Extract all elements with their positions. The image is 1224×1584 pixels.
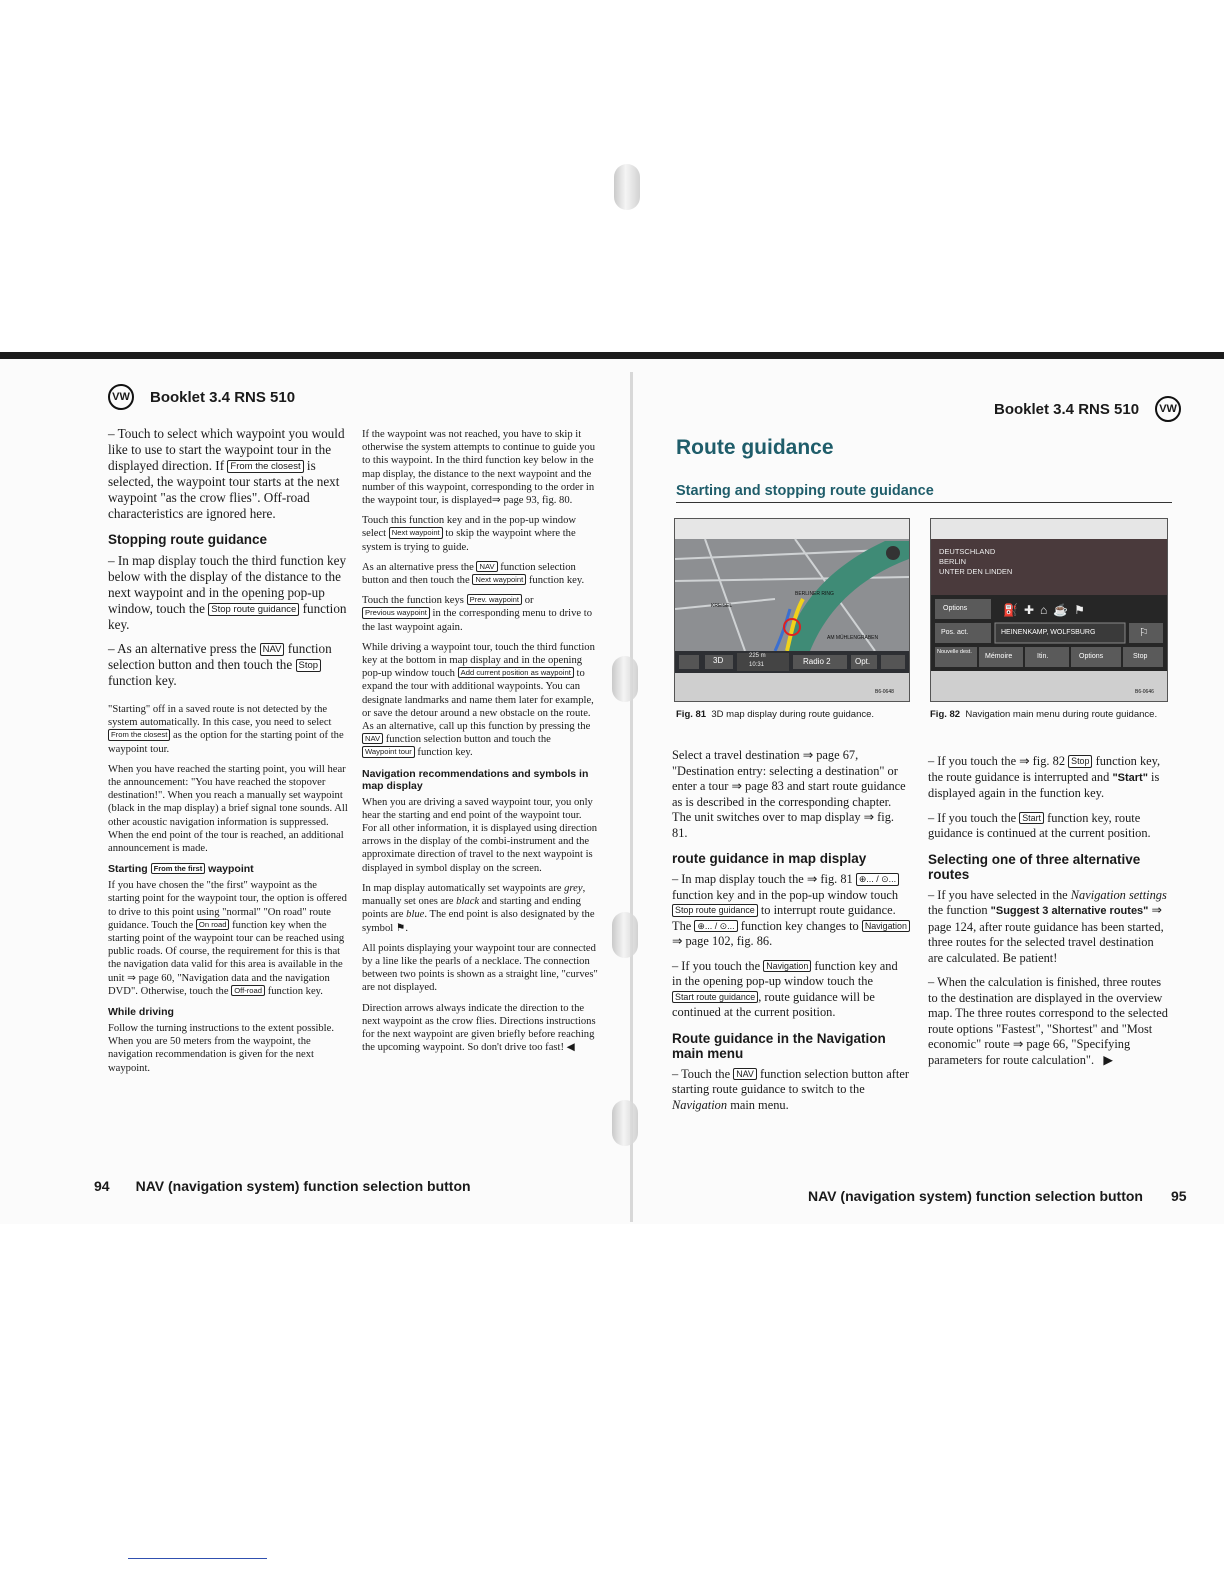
touch-key-paragraph: Touch this function key and in the pop-up window select Next waypoint to skip the waypoint where the system is trying to guide.	[362, 515, 577, 553]
checkered-flag-icon: ⚑	[395, 922, 406, 934]
page-title: Route guidance	[676, 436, 834, 459]
left-page-header	[108, 384, 295, 410]
stop-button[interactable]: Stop	[1133, 653, 1148, 660]
calculation-paragraph: – When the calculation is finished, three routes to the destination are displayed in the overview map. The three routes correspond to the selected route options "Fastest", "Shortest" and "Most economic" route ⇒ page 66, "Specifying parameters for route calculation". ▶	[928, 975, 1168, 1067]
on-road-key: On road	[196, 919, 230, 930]
itinerary-button[interactable]: Itin.	[1037, 653, 1049, 660]
right-column-1	[672, 748, 910, 1122]
vw-logo-icon: VW	[108, 384, 134, 410]
continue-arrow-icon: ▶	[1097, 1052, 1113, 1067]
waypoint-tour-key: Waypoint tour	[362, 746, 415, 757]
not-reached-paragraph: If the waypoint was not reached, you have to skip it otherwise the system attempts to continue to guide you to this waypoint. In the third function key below in the map display, the distance to the next waypoint and the number of this waypoint, corresponding to the order in the waypoint tour, is displayed⇒ page 93, fig. 80.	[362, 429, 596, 507]
stop-paragraph-2: – As an alternative press the NAV function selection button and then touch the Stop function key.	[108, 641, 332, 688]
start-route-key: Start route guidance	[672, 991, 758, 1004]
from-first-key: From the first	[151, 863, 206, 874]
left-column-1	[108, 426, 348, 1082]
off-road-key: Off-road	[231, 985, 265, 996]
nav-menu-heading: Route guidance in the Navigation main menu	[672, 1030, 886, 1061]
next-waypoint-key: Next waypoint	[389, 527, 443, 538]
stop-key-2: Stop	[1068, 755, 1092, 768]
nav-recommendations-heading: Navigation recommendations and symbols in map display	[362, 767, 589, 792]
right-footer-text: NAV (navigation system) function selection button	[808, 1188, 1143, 1204]
poi-icons[interactable]: ⛽✚⌂☕⚑	[1003, 603, 1091, 617]
next-waypoint-key-2: Next waypoint	[472, 574, 526, 585]
nav-key: NAV	[260, 643, 285, 656]
right-page-number: 95	[1170, 1188, 1187, 1204]
nav-recommendations-paragraph: When you are driving a saved waypoint tour, you only hear the starting and end point of the waypoint tour. For all other information, it is displayed using direction arrows in the display of the combi-instrument and the approximate direction of travel to the next waypoint is displayed in symbol display on the screen.	[362, 796, 598, 874]
nav-menu-paragraph: – Touch the NAV function selection button after starting route guidance to switch to the Navigation main menu.	[672, 1066, 909, 1112]
navigation-key-paragraph: – If you touch the Navigation function key and in the opening pop-up window touch the Start route guidance , route guidance will be continued at the current position.	[672, 958, 898, 1019]
three-routes-heading: Selecting one of three alternative routes	[928, 851, 1141, 882]
start-key: Start	[1019, 812, 1044, 825]
right-column-2	[928, 754, 1168, 1077]
add-current-position-key: Add current position as waypoint	[458, 667, 574, 678]
binder-ring	[614, 164, 640, 210]
stop-route-key-2: Stop route guidance	[672, 904, 758, 917]
map-display-heading: route guidance in map display	[672, 851, 867, 866]
stopping-heading: Stopping route guidance	[108, 532, 267, 547]
right-page-header	[994, 396, 1181, 422]
binder-ring	[612, 912, 638, 958]
right-header-text: Booklet 3.4 RNS 510	[994, 400, 1140, 418]
driving-paragraph: Follow the turning instructions to the extent possible. When you are 50 meters from the waypoint, the navigation recommendation is given for the next waypoint.	[108, 1023, 334, 1074]
distance-key: ⊕... / ⊙...	[856, 873, 899, 886]
stop-key: Stop	[296, 659, 322, 672]
alternative-paragraph: As an alternative press the NAV function selection button and then touch the Next waypoint function key.	[362, 561, 585, 587]
map-label: KREISEL	[711, 603, 733, 609]
from-closest-key: From the closest	[227, 460, 303, 473]
first-waypoint-paragraph: If you have chosen the "the first" waypoint as the starting point for the waypoint tour, the option is offered to drive to this point using "normal" "On road" route guidance. Touch the On road function key when the starting point of the waypoint tour can be reached using public roads. Of course, the requirement for this is that the navigation data valid for this area is available in the unit ⇒ page 60, "Navigation data and the navigation DVD". Otherwise, touch the Off-road function key.	[108, 880, 347, 997]
prev-keys-paragraph: Touch the function keys Prev. waypoint or Previous waypoint in the corresponding menu to drive to the last waypoint again.	[362, 595, 593, 633]
distance-key-2: ⊕... / ⊙...	[694, 920, 737, 933]
binder-ring	[612, 656, 638, 702]
navigation-key-2: Navigation	[763, 960, 811, 973]
section-subtitle: Starting and stopping route guidance	[676, 483, 934, 499]
from-closest-key-2: From the closest	[108, 729, 170, 740]
while-tour-paragraph: While driving a waypoint tour, touch the third function key at the bottom in map display and in the opening pop-up window touch Add current position as waypoint to expand the tour with additional waypoints. You can designate landmarks and name them later for example, or save the detour around a new obstacle on the route. As an alternative, call up this function by pressing the NAV function selection button and touch the Waypoint tour function key.	[362, 641, 595, 759]
options-button[interactable]: Opt.	[855, 657, 871, 666]
distance-readout: 225 m	[749, 653, 766, 659]
destination-address: DEUTSCHLAND BERLIN UNTER DEN LINDEN	[939, 547, 1013, 576]
end-marker-icon: ◀	[566, 1042, 575, 1054]
reached-paragraph: When you have reached the starting point, you will hear the announcement: "You have reached the stopover destination!". When you reach a manually set waypoint (black in the map display) a brief signal tone sounds. All other acoustic navigation information is suppressed. When the end point of the tour is reached, an additional announcement is made.	[108, 763, 348, 855]
arrows-paragraph: Direction arrows always indicate the direction to the next waypoint as the crow flies. Directions instructions for the next waypoint are given briefly before reaching the upcoming waypoint. So don't drive too fast! ◀	[362, 1002, 596, 1054]
nav-key-2: NAV	[476, 561, 497, 572]
starting-heading: Starting From the first waypoint	[108, 863, 254, 876]
left-footer-text: NAV (navigation system) function selection button	[135, 1178, 471, 1194]
figure-82-navigation-menu	[930, 518, 1168, 702]
memory-button[interactable]: Mémoire	[985, 653, 1013, 660]
nav-key-4: NAV	[733, 1068, 757, 1081]
figure-82-caption: Fig. 82 Navigation main menu during route guidance.	[930, 709, 1158, 720]
figure-81-caption: Fig. 81 3D map display during route guidance.	[676, 709, 875, 720]
previous-waypoint-key: Previous waypoint	[362, 607, 430, 618]
current-address: HEINENKAMP, WOLFSBURG	[1001, 629, 1096, 636]
radio-button[interactable]: Radio 2	[803, 657, 831, 666]
options-menu-button[interactable]: Options	[943, 605, 968, 612]
figure-code: B6-0648	[875, 689, 894, 695]
bottom-rule	[128, 1558, 267, 1559]
stop-key-paragraph: – If you touch the ⇒ fig. 82 Stop function key, the route guidance is interrupted and "Start" is displayed again in the function key.	[928, 754, 1161, 800]
waypoint-colors-paragraph: In map display automatically set waypoints are grey, manually set ones are black and starting and ending points are blue. The end point is also designated by the symbol ⚑.	[362, 882, 595, 934]
time-readout: 10:31	[749, 662, 765, 668]
nav-key-3: NAV	[362, 733, 383, 744]
map-label: BERLINER RING	[795, 591, 834, 597]
left-header-text: Booklet 3.4 RNS 510	[150, 388, 296, 406]
pearls-paragraph: All points displaying your waypoint tour are connected by a line like the pearls of a necklace. The connection between two points is shown as a straight line, "curves" are not displayed.	[362, 942, 598, 994]
map-graphic	[675, 519, 909, 701]
options-button-2[interactable]: Options	[1079, 653, 1104, 660]
three-routes-paragraph: – If you have selected in the Navigation settings the function "Suggest 3 alternative routes" ⇒ page 124, after route guidance has been started, three routes for the selected travel destination are calculated. Be patient!	[928, 887, 1167, 965]
left-page-number: 94	[94, 1178, 110, 1194]
new-destination-button[interactable]: Nouvelle dest.	[937, 649, 972, 655]
map-label: AM MÜHLENGRABEN	[827, 635, 879, 641]
figure-code: B6-0646	[1135, 689, 1154, 695]
right-footer	[808, 1188, 1187, 1204]
map-display-paragraph: – In map display touch the ⇒ fig. 81 ⊕... / ⊙... function key and in the pop-up window touch Stop route guidance to interrupt route guidance. The ⊕... / ⊙... function key changes to Navigation ⇒ page 102, fig. 86.	[672, 872, 910, 950]
stop-paragraph-1: – In map display touch the third function key below with the display of the distance to the next waypoint and in the opening pop-up window, touch the Stop route guidance function key.	[108, 553, 347, 632]
3d-button[interactable]: 3D	[713, 656, 724, 665]
while-driving-heading: While driving	[108, 1006, 174, 1019]
select-destination-paragraph: Select a travel destination ⇒ page 67, "Destination entry: selecting a destination" or enter a tour ⇒ page 83 and start route guidance as is described in the corresponding chapter. The unit switches over to map display ⇒ fig. 81.	[672, 748, 906, 840]
flag-icon[interactable]: ⚐	[1139, 627, 1149, 639]
navigation-key: Navigation	[862, 920, 910, 933]
start-key-paragraph: – If you touch the Start function key, route guidance is continued at the current position.	[928, 810, 1151, 840]
left-column-2	[362, 428, 598, 1061]
stop-route-key: Stop route guidance	[208, 603, 299, 616]
binder-ring	[612, 1100, 638, 1146]
left-footer	[94, 1178, 471, 1194]
intro-paragraph: – Touch to select which waypoint you would like to use to start the waypoint tour in the displayed direction. If From the closest is selected, the waypoint tour starts at the next waypoint "as the crow flies". Off-road characteristics are ignored here.	[108, 426, 345, 521]
starting-off-paragraph: "Starting" off in a saved route is not detected by the system automatically. In this case, you need to select From the closest as the option for the starting point of the waypoint tour.	[108, 704, 344, 755]
subtitle-rule	[676, 502, 1172, 503]
prev-waypoint-key: Prev. waypoint	[467, 594, 522, 605]
figure-81-map-display	[674, 518, 910, 702]
position-button[interactable]: Pos. act.	[941, 629, 969, 636]
page-gutter	[630, 372, 633, 1222]
vw-logo-icon: VW	[1155, 396, 1181, 422]
